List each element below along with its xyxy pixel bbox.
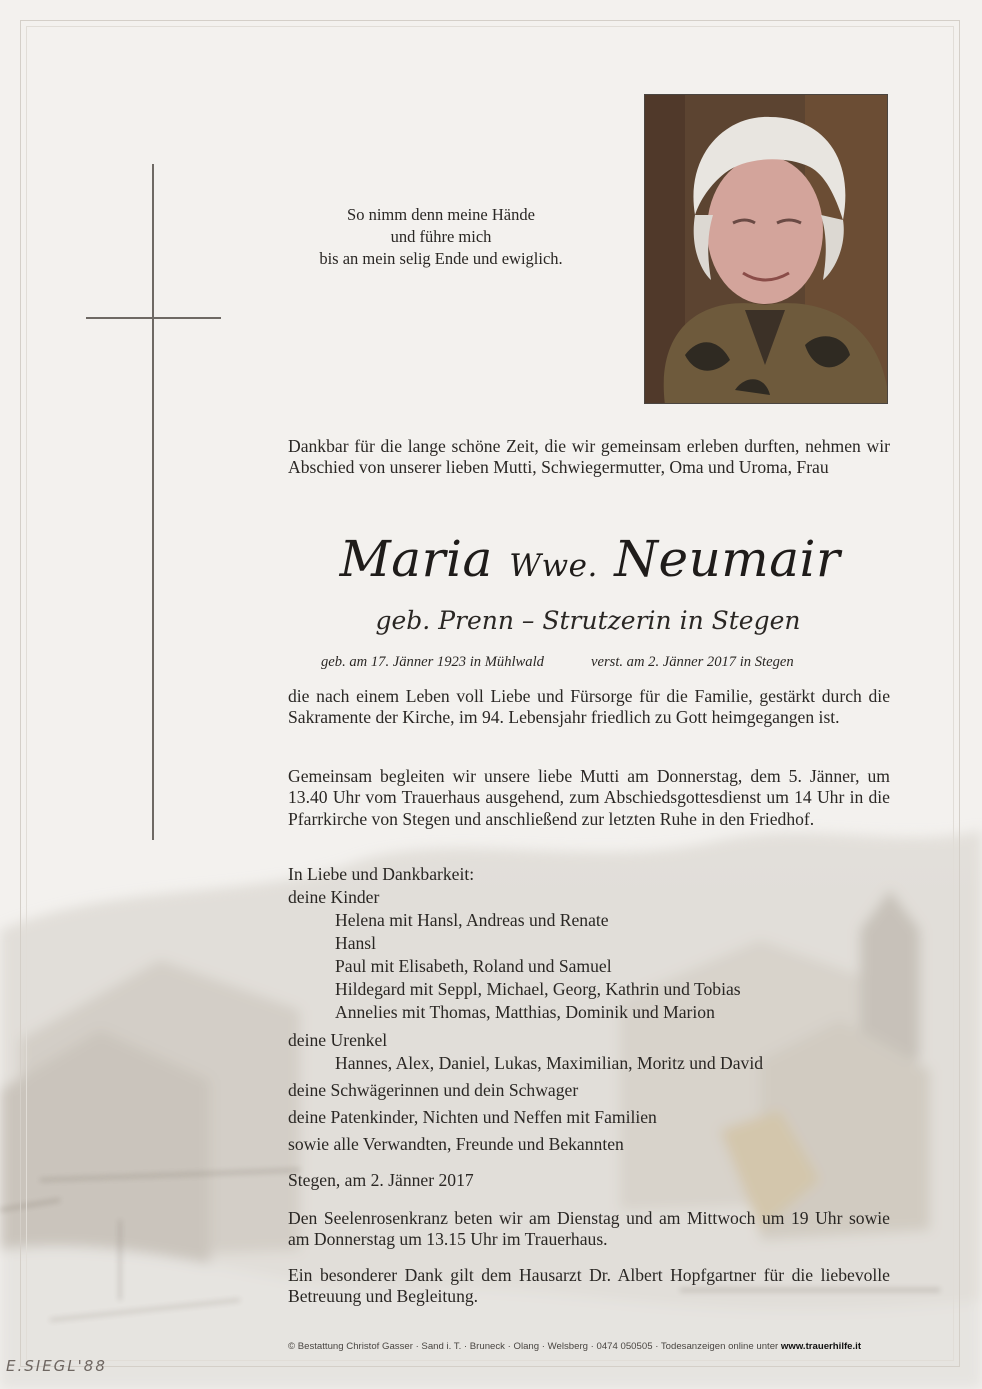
bible-verse	[286, 204, 596, 270]
place-date: Stegen, am 2. Jänner 2017	[288, 1170, 474, 1190]
great-grandchildren-entry: Hannes, Alex, Daniel, Lukas, Maximilian, Moritz und David	[335, 1053, 764, 1073]
intro-paragraph: Dankbar für die lange schöne Zeit, die wir gemeinsam erleben durften, nehmen wir Abschied von unserer lieben Mutti, Schwiegermutter, Oma und Uroma, Frau	[288, 436, 890, 478]
children-label: deine Kinder	[288, 887, 380, 907]
footer-text: © Bestattung Christof Gasser · Sand i. T. · Bruneck · Olang · Welsberg · 0474 050505 · Todesanzeigen online unter	[288, 1341, 779, 1352]
rosary-paragraph: Den Seelenrosenkranz beten wir am Dienstag und am Mittwoch um 19 Uhr sowie am Donnerstag um 13.15 Uhr im Trauerhaus.	[288, 1208, 890, 1250]
artist-signature: E.SIEGL'88	[6, 1357, 107, 1375]
footer-credit	[288, 1341, 938, 1352]
child-entry: Hildegard mit Seppl, Michael, Georg, Kathrin und Tobias	[335, 979, 741, 999]
footer-url-link[interactable]: www.trauerhilfe.it	[780, 1341, 862, 1352]
verse-line: bis an mein selig Ende und ewiglich.	[319, 249, 563, 268]
maiden-name-line: geb. Prenn – Strutzerin in Stegen	[375, 606, 801, 635]
verse-line: und führe mich	[390, 227, 492, 246]
child-entry: Helena mit Hansl, Andreas und Renate	[335, 910, 609, 930]
thanks-paragraph: Ein besonderer Dank gilt dem Hausarzt Dr. Albert Hopfgartner für die liebevolle Betreuung und Begleitung.	[288, 1265, 890, 1307]
child-entry: Annelies mit Thomas, Matthias, Dominik und Marion	[335, 1002, 715, 1022]
cross-horizontal-bar	[86, 317, 221, 319]
first-name: Maria	[339, 530, 493, 588]
deceased-portrait-photo	[644, 94, 888, 404]
child-entry: Paul mit Elisabeth, Roland und Samuel	[335, 956, 612, 976]
child-entry: Hansl	[335, 933, 377, 953]
godchildren-line: deine Patenkinder, Nichten und Neffen mit Familien	[288, 1107, 657, 1127]
birth-date: geb. am 17. Jänner 1923 in Mühlwald	[321, 654, 544, 670]
widow-mark: Wwe.	[509, 548, 598, 584]
deceased-name	[270, 528, 910, 597]
death-paragraph: die nach einem Leben voll Liebe und Fürsorge für die Familie, gestärkt durch die Sakramente der Kirche, im 94. Lebensjahr friedlich zu Gott heimgegangen ist.	[288, 686, 890, 728]
great-grandchildren-label: deine Urenkel	[288, 1030, 388, 1050]
verse-line: So nimm denn meine Hände	[347, 205, 535, 224]
relatives-line: sowie alle Verwandten, Freunde und Bekannten	[288, 1134, 624, 1154]
death-date: verst. am 2. Jänner 2017 in Stegen	[591, 654, 794, 670]
inlaws-line: deine Schwägerinnen und dein Schwager	[288, 1080, 579, 1100]
surname: Neumair	[614, 530, 841, 588]
cross-vertical-bar	[152, 164, 154, 840]
funeral-paragraph: Gemeinsam begleiten wir unsere liebe Mutti am Donnerstag, dem 5. Jänner, um 13.40 Uhr vom Trauerhaus ausgehend, zum Abschiedsgottesdienst um 14 Uhr in die Pfarrkirche von Stegen und anschließend zur letzten Ruhe in den Friedhof.	[288, 766, 890, 829]
family-opening: In Liebe und Dankbarkeit:	[288, 864, 475, 884]
